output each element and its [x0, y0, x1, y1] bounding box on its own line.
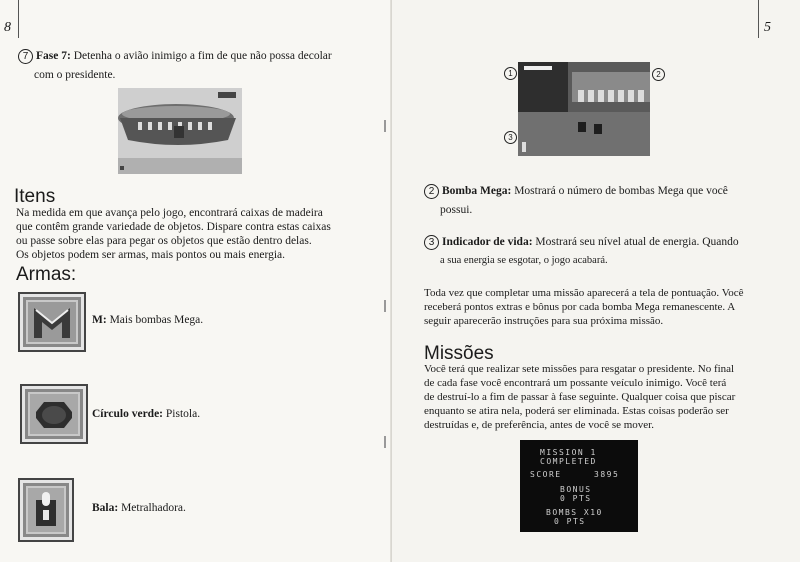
bomba-text-2: possui.: [440, 204, 473, 216]
mission-complete-screen: [520, 440, 638, 532]
score-value: 3895: [594, 470, 620, 479]
score-para-1: Toda vez que completar uma missão aparecerá a tela de pontuação. Você: [424, 287, 744, 299]
callout-3: 3: [504, 131, 517, 144]
weapon-circle-label: Círculo verde:: [92, 408, 164, 420]
missoes-heading: Missões: [424, 343, 494, 364]
gameplay-illustration: [518, 62, 650, 156]
green-circle-icon: [20, 384, 88, 444]
weapon-bullet: [92, 500, 186, 516]
number-3-circle: 3: [424, 235, 439, 250]
weapon-m-label: M:: [92, 314, 107, 326]
vida-text-2: a sua energia se esgotar, o jogo acabará.: [440, 255, 608, 266]
phase7-label: Fase 7:: [36, 50, 71, 62]
left-page: [0, 0, 392, 562]
itens-line-2: que contêm grande variedade de objetos. Dispare contra estas caixas: [16, 221, 331, 233]
number-2-circle: 2: [424, 184, 439, 199]
weapon-bullet-label: Bala:: [92, 502, 119, 514]
missoes-line-4: enquanto se atira nela, poderá ser eliminada. Estas coisas poderão ser: [424, 405, 729, 417]
weapon-bullet-text: Metralhadora.: [118, 502, 186, 514]
bombs-value: 0 PTS: [554, 517, 586, 526]
page-number-right: 5: [764, 20, 771, 35]
number-7-circle: 7: [18, 49, 33, 64]
binding-mark: [384, 120, 386, 132]
mission-line-2: COMPLETED: [540, 457, 597, 466]
weapon-m-text: Mais bombas Mega.: [106, 314, 204, 326]
gameplay-screenshot: [518, 62, 650, 156]
bullet-icon: [18, 478, 74, 542]
m-letter-icon: [20, 294, 84, 350]
callout-2: 2: [652, 68, 665, 81]
callout-1: 1: [504, 67, 517, 80]
missoes-line-5: destruídas e, de preferência, antes de você se mover.: [424, 419, 654, 431]
armas-heading: Armas:: [16, 264, 77, 285]
bonus-label: BONUS: [560, 485, 592, 494]
score-para-3: seguir aparecerão instruções para sua próxima missão.: [424, 315, 664, 327]
binding-mark: [384, 300, 386, 312]
bonus-value: 0 PTS: [560, 494, 592, 503]
score-para-2: receberá pontos extras e bônus por cada bomba Mega remanescente. A: [424, 301, 736, 313]
missoes-line-1: Você terá que realizar sete missões para resgatar o presidente. No final: [424, 363, 735, 375]
vida-text: Mostrará seu nível atual de energia. Quando: [532, 236, 739, 248]
bombs-label: BOMBS X10: [546, 508, 603, 517]
itens-line-1: Na medida em que avança pelo jogo, encontrará caixas de madeira: [16, 207, 323, 219]
bomba-label: Bomba Mega:: [442, 185, 512, 197]
binding-mark: [384, 436, 386, 448]
bomba-text: Mostrará o número de bombas Mega que você: [511, 185, 728, 197]
weapon-circle-text: Pistola.: [163, 408, 201, 420]
phase7-line: [18, 48, 332, 64]
missoes-line-2: de cada fase você encontrará um possante veículo inimigo. Você terá: [424, 377, 727, 389]
page-number-left: 8: [4, 20, 11, 35]
score-label: SCORE: [530, 470, 562, 479]
missoes-line-3: de destruí-lo a fim de passar à fase seguinte. Qualquer coisa que piscar: [424, 391, 736, 403]
m-crate-icon: [18, 292, 86, 352]
bullet-shape-icon: [20, 480, 72, 540]
weapon-m: [92, 312, 203, 328]
itens-line-4: Os objetos podem ser armas, mais pontos ou mais energia.: [16, 249, 286, 261]
itens-heading: Itens: [14, 186, 56, 207]
bomba-line: [424, 183, 728, 199]
circle-shape-icon: [22, 386, 86, 442]
itens-line-3: ou passe sobre elas para pegar os objetos que estão dentro delas.: [16, 235, 312, 247]
phase7-text: Detenha o avião inimigo a fim de que não possa decolar: [70, 50, 332, 62]
phase7-text-2: com o presidente.: [34, 69, 116, 81]
vida-label: Indicador de vida:: [442, 236, 533, 248]
page-rule-right: [758, 0, 759, 38]
plane-illustration: [118, 88, 242, 174]
weapon-circle: [92, 406, 200, 422]
mission-line-1: MISSION 1: [540, 448, 597, 457]
right-page: [392, 0, 800, 562]
enemy-plane-screenshot: [118, 88, 242, 174]
vida-line: [424, 234, 739, 250]
page-rule: [18, 0, 19, 38]
